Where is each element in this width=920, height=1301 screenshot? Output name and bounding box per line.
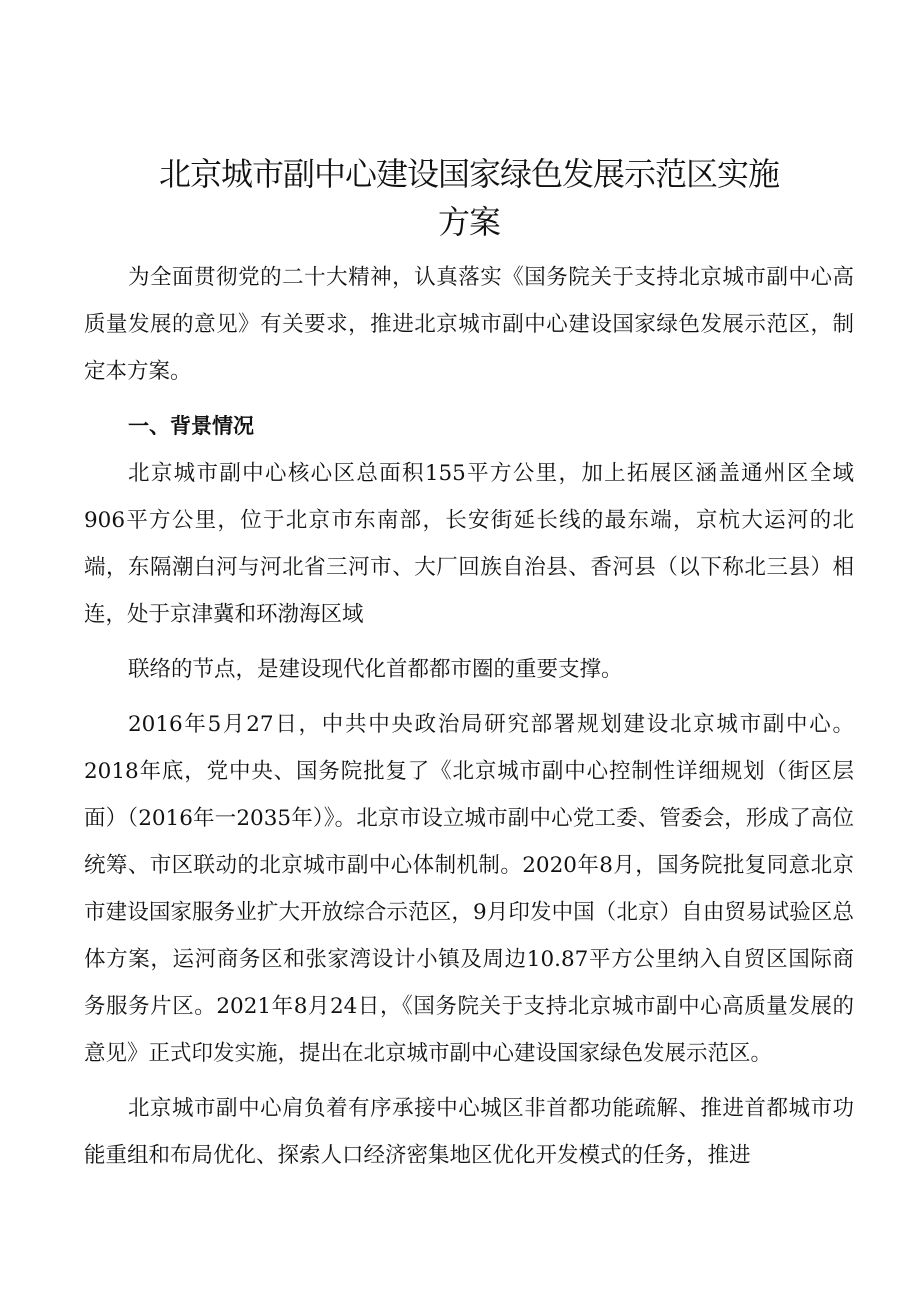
document-title	[84, 150, 854, 246]
document-page	[84, 150, 854, 1179]
background-paragraph-3: 2016年5月27日，中共中央政治局研究部署规划建设北京城市副中心。2018年底，党中央、国务院批复了《北京城市副中心控制性详细规划（街区层面）（2016年一2035年）》。北京市设立城市副中心党工委、管委会，形成了高位统筹、市区联动的北京城市副中心体制机制。2020年8月，国务院批复同意北京市建设国家服务业扩大开放综合示范区，9月印发中国（北京）自由贸易试验区总体方案，运河商务区和张家湾设计小镇及周边10.87平方公里纳入自贸区国际商务服务片区。2021年8月24日，《国务院关于支持北京城市副中心高质量发展的意见》正式印发实施，提出在北京城市副中心建设国家绿色发展示范区。	[84, 712, 854, 1066]
document-title-line-2: 方案	[437, 203, 500, 241]
document-title-line-1: 北京城市副中心建设国家绿色发展示范区实施	[158, 155, 779, 193]
background-paragraph-1: 北京城市副中心核心区总面积155平方公里，加上拓展区涵盖通州区全域906平方公里，位于北京市东南部，长安街延长线的最东端，京杭大运河的北端，东隔潮白河与河北省三河市、大厂回族自治县、香河县（以下称北三县）相连，处于京津冀和环渤海区域	[84, 461, 854, 627]
background-paragraph-4: 北京城市副中心肩负着有序承接中心城区非首都功能疏解、推进首都城市功能重组和布局优化、探索人口经济密集地区优化开发模式的任务，推进	[84, 1096, 854, 1168]
section-heading-background: 一、背景情况	[128, 414, 254, 438]
background-paragraph-2: 联络的节点，是建设现代化首都都市圈的重要支撑。	[128, 657, 623, 682]
intro-paragraph: 为全面贯彻党的二十大精神，认真落实《国务院关于支持北京城市副中心高质量发展的意见》有关要求，推进北京城市副中心建设国家绿色发展示范区，制定本方案。	[84, 265, 854, 384]
